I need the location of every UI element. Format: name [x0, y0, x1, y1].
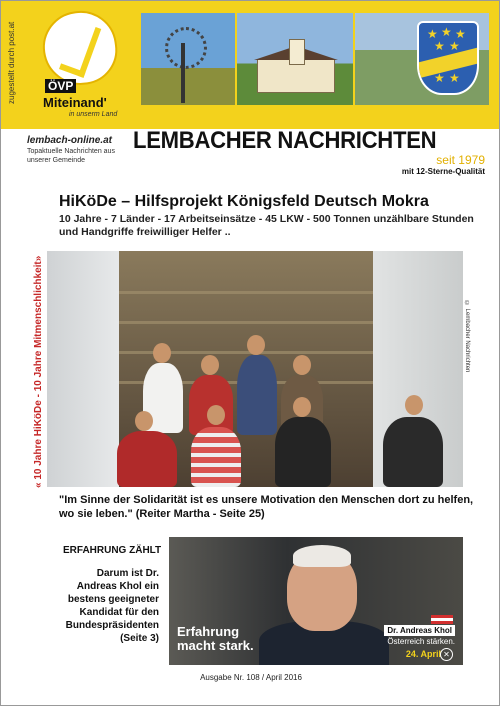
ad-slogan-line2: macht stark. [177, 638, 254, 653]
postal-note: zugestellt durch post.at [7, 21, 16, 105]
truck-slat [119, 291, 373, 294]
star-icon: ★ [427, 27, 438, 41]
tower-icon [289, 39, 305, 65]
ad-slogan [177, 625, 254, 653]
site-subtitle: Topaktuelle Nachrichten aus unserer Gemeinde [27, 148, 115, 164]
ad-tagline: Österreich stärken. [387, 637, 455, 646]
star-icon: ★ [434, 71, 445, 85]
masthead-since: seit 1979 [436, 153, 485, 167]
truck-door-left [47, 251, 119, 487]
windmill-photo [141, 13, 235, 105]
masthead-title: LEMBACHER NACHRICHTEN [133, 127, 437, 154]
austria-flag-icon [431, 615, 453, 624]
masthead-quality: mit 12-Sterne-Qualität [401, 167, 485, 176]
helper-person [237, 355, 277, 435]
helper-head [247, 335, 265, 355]
windmill-pole [181, 43, 185, 103]
house-photo [237, 13, 353, 105]
helper-head [135, 411, 153, 431]
logo-tagline: in unserm Land [69, 111, 118, 118]
ballot-cross-icon: ✕ [440, 648, 453, 661]
ad-date: 24. April [405, 649, 441, 659]
truck-slat [119, 321, 373, 324]
logo-brand: ÖVP [45, 79, 76, 93]
issue-number: Ausgabe Nr. 108 / April 2016 [200, 673, 302, 682]
truck-loading-photo [47, 251, 463, 487]
article-quote: "Im Sinne der Solidarität ist es unsere Motivation den Menschen dort zu helfen, wo sie leben." (Reiter Martha - Seite 25) [59, 494, 474, 520]
helper-person [383, 417, 443, 487]
article-headline: HiKöDe – Hilfsprojekt Königsfeld Deutsch Mokra [59, 193, 429, 210]
article-side-label: « 10 Jahre HiKöDe - 10 Jahre Mitmenschlichkeit» [33, 255, 44, 489]
star-icon: ★ [449, 71, 460, 85]
star-icon: ★ [455, 27, 466, 41]
site-url[interactable]: lembach-online.at [27, 135, 113, 146]
helper-head [405, 395, 423, 415]
helper-person [189, 375, 233, 435]
coat-of-arms-photo [355, 13, 489, 105]
helper-head [293, 355, 311, 375]
star-icon: ★ [449, 39, 460, 53]
coat-of-arms-icon [417, 21, 479, 95]
helper-head [207, 405, 225, 425]
ad-name: Dr. Andreas Khol [384, 625, 455, 636]
heart-logo-icon [38, 6, 122, 90]
helper-head [201, 355, 219, 375]
promo-text: Darum ist Dr. Andreas Khol ein bestens geeigneter Kandidat für den Bundespräsidenten (Seite 3) [65, 568, 159, 644]
star-icon: ★ [434, 39, 445, 53]
party-logo [25, 9, 130, 124]
helper-head [293, 397, 311, 417]
photo-credit: © Lembacher Nachrichten [464, 301, 470, 373]
logo-name: Miteinand' [43, 95, 107, 110]
promo-kicker: ERFAHRUNG ZÄHLT [63, 545, 162, 556]
article-deck: 10 Jahre - 7 Länder - 17 Arbeitseinsätze - 45 LKW - 500 Tonnen unzählbare Stunden und Handgriffe freiwilliger Helfer .. [59, 213, 474, 238]
campaign-ad [169, 537, 463, 665]
ad-slogan-line1: Erfahrung [177, 624, 240, 639]
windmill-icon [165, 27, 207, 69]
helper-person [191, 427, 241, 487]
star-icon: ★ [441, 25, 452, 39]
header-band [1, 1, 500, 129]
helper-head [153, 343, 171, 363]
helper-person [275, 417, 331, 487]
helper-person [117, 431, 177, 487]
shield-band [419, 48, 477, 78]
ad-person-hair [293, 545, 351, 567]
